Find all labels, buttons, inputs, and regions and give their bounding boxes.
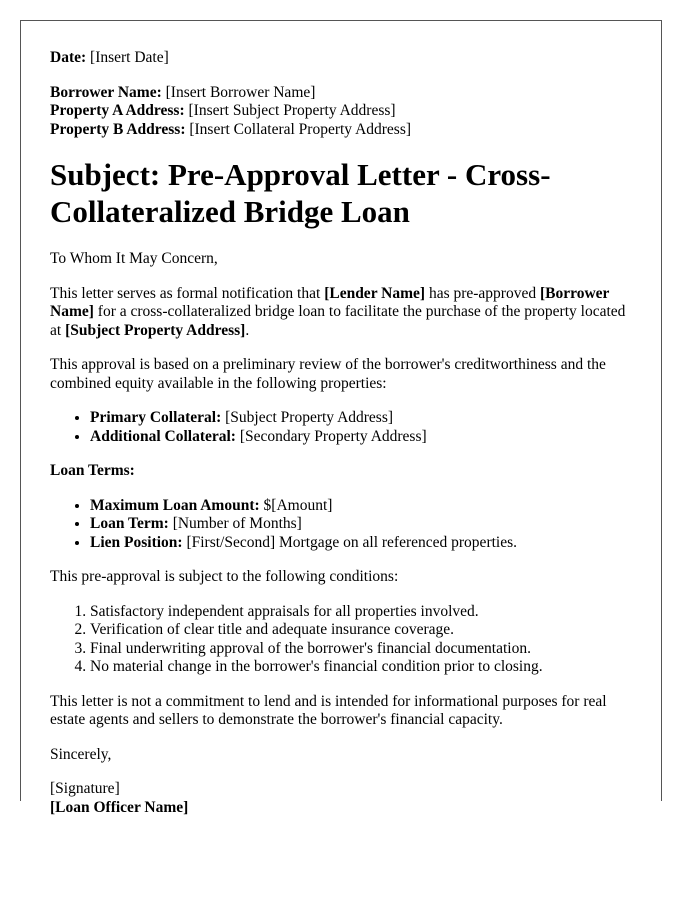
closing: Sincerely,	[50, 745, 112, 763]
intro-text-4: .	[245, 321, 250, 339]
disclaimer-paragraph: This letter is not a commitment to lend and is intended for informational purposes for real estate agents and sellers to demonstrate the borrower's financial capacity.	[50, 692, 607, 728]
loan-term-item	[90, 515, 635, 534]
loan-terms-list	[50, 497, 635, 553]
date-label: Date:	[50, 49, 87, 66]
loan-term-value: $[Amount]	[259, 496, 333, 514]
borrower-name-line	[50, 84, 635, 103]
subject-property-placeholder: [Subject Property Address]	[65, 321, 246, 339]
property-b-line	[50, 121, 635, 140]
loan-term-label: Maximum Loan Amount:	[90, 496, 260, 514]
borrower-name-placeholder: [Borrower Name]	[50, 284, 610, 320]
letter-page	[20, 20, 662, 816]
collateral-label: Additional Collateral:	[90, 427, 236, 445]
loan-term-value: [First/Second] Mortgage on all referenced properties.	[182, 533, 518, 551]
conditions-intro: This pre-approval is subject to the following conditions:	[50, 568, 399, 585]
intro-paragraph	[50, 285, 635, 341]
collateral-label: Primary Collateral:	[90, 409, 222, 426]
loan-terms-heading	[50, 462, 635, 481]
condition-item: 1. Satisfactory independent appraisals for all properties involved.	[90, 603, 635, 622]
signature-line: [Signature]	[50, 780, 120, 797]
borrower-name-value: [Insert Borrower Name]	[165, 83, 316, 101]
property-a-label: Property A Address:	[50, 102, 185, 119]
loan-term-label: Lien Position:	[90, 533, 183, 551]
collateral-list	[50, 409, 635, 446]
signature-block	[50, 780, 635, 817]
lender-name-placeholder: [Lender Name]	[324, 284, 426, 302]
collateral-item	[90, 409, 635, 428]
date-line	[50, 49, 635, 68]
subject-heading: Subject: Pre-Approval Letter - Cross-Collateralized Bridge Loan	[50, 157, 551, 229]
loan-term-item	[90, 497, 635, 516]
property-b-value: [Insert Collateral Property Address]	[189, 120, 412, 138]
loan-term-item	[90, 534, 635, 553]
conditions-list	[50, 603, 635, 677]
collateral-value: [Secondary Property Address]	[235, 427, 427, 445]
property-b-label: Property B Address:	[50, 120, 186, 138]
approval-basis-paragraph: This approval is based on a preliminary review of the borrower's creditworthiness and the combined equity available in the following properties:	[50, 356, 606, 392]
condition-item: 2. Verification of clear title and adequate insurance coverage.	[90, 621, 635, 640]
property-a-line	[50, 102, 635, 121]
collateral-value: [Subject Property Address]	[221, 409, 394, 426]
intro-text-3: for a cross-collateralized bridge loan to facilitate the purchase of the property located at	[50, 303, 626, 339]
property-a-value: [Insert Subject Property Address]	[188, 102, 396, 119]
letter-content	[50, 49, 635, 817]
collateral-item	[90, 428, 635, 447]
date-value: [Insert Date]	[90, 49, 169, 66]
loan-officer-name-text: [Loan Officer Name]	[50, 798, 189, 816]
intro-text-2: has pre-approved	[425, 284, 540, 302]
loan-terms-heading-text: Loan Terms:	[50, 462, 135, 479]
loan-officer-name	[50, 799, 635, 818]
borrower-name-label: Borrower Name:	[50, 83, 162, 101]
intro-text-1: This letter serves as formal notification that	[50, 284, 325, 302]
loan-term-value: [Number of Months]	[168, 515, 302, 532]
loan-term-label: Loan Term:	[90, 515, 169, 532]
salutation: To Whom It May Concern,	[50, 250, 218, 267]
condition-item: 3. Final underwriting approval of the borrower's financial documentation.	[90, 640, 635, 659]
condition-item: 4. No material change in the borrower's financial condition prior to closing.	[90, 658, 635, 677]
